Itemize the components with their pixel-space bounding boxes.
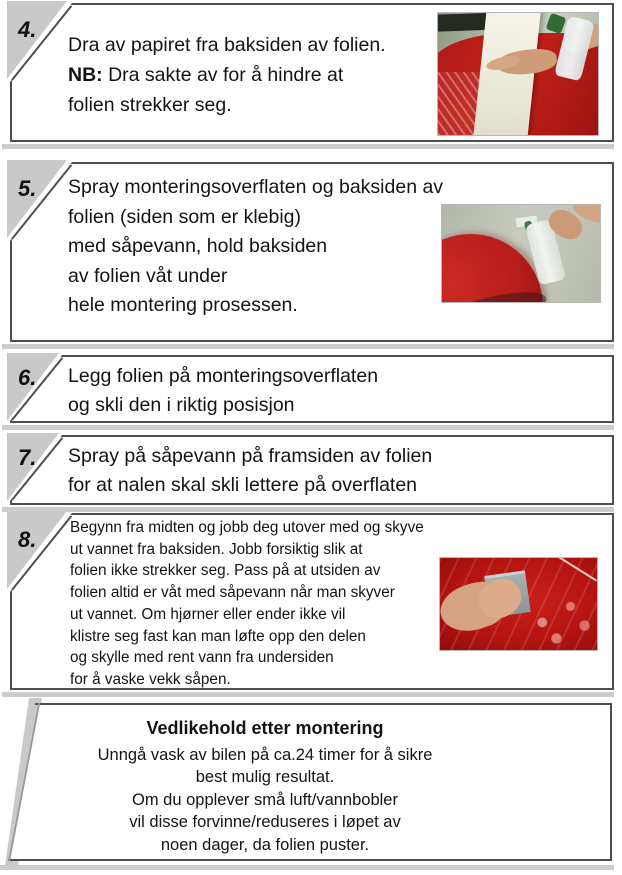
step-text xyxy=(68,30,386,120)
text-line: Spray på såpevann på framsiden av folien xyxy=(68,445,433,467)
step-number: 7. xyxy=(18,445,37,470)
step-photo-squeegee xyxy=(440,558,597,650)
box-shadow-strip xyxy=(2,507,614,512)
step-box-5 xyxy=(10,162,614,342)
text-line: Om du opplever små luft/vannbobler xyxy=(132,790,398,809)
text-line: og skli den i riktig posisjon xyxy=(68,393,295,416)
text-line: folien strekker seg. xyxy=(68,94,232,116)
text-line: for at nalen skal skli lettere på overflaten xyxy=(68,473,418,496)
text-line: folien (siden som er klebig) xyxy=(68,205,302,228)
text-line: noen dager, da folien puster. xyxy=(160,835,370,854)
box-shadow-strip xyxy=(2,144,614,149)
text-line: og skylle med rent vann fra undersiden xyxy=(70,649,334,667)
step-box-8 xyxy=(10,513,614,690)
text-line: Spray monteringsoverflaten og baksiden av xyxy=(68,176,444,198)
text-line: med såpevann, hold baksiden xyxy=(68,235,328,257)
step-photo-peeling-backing-paper xyxy=(438,13,598,135)
step-text xyxy=(68,362,378,419)
text-line: folien altid er våt med såpevann når man skyver xyxy=(70,584,395,602)
box-shadow-strip xyxy=(2,425,614,430)
text-line: Legg folien på monteringsoverflaten xyxy=(68,365,379,387)
text-line: folien ikke strekker seg. Pass på at utsiden av xyxy=(70,562,381,580)
maintenance-box xyxy=(8,703,612,861)
text-line xyxy=(68,60,386,90)
box-shadow-strip xyxy=(2,692,614,697)
step-photo-spray-bottle xyxy=(442,205,600,302)
text-line: ut vannet fra baksiden. Jobb forsiktig slik at xyxy=(70,540,363,558)
text-line: for å vaske vekk såpen. xyxy=(70,670,231,688)
step-box-7 xyxy=(10,435,614,505)
step-text xyxy=(68,442,432,499)
step-number: 6. xyxy=(18,365,37,390)
step-number: 5. xyxy=(18,176,37,201)
text-segment: Dra sakte av for å hindre at xyxy=(108,64,344,86)
step-number: 8. xyxy=(18,527,37,552)
text-line: best mulig resultat. xyxy=(195,768,335,787)
step-text xyxy=(68,173,443,321)
step-box-6 xyxy=(10,355,614,423)
step-number: 4. xyxy=(18,17,37,42)
text-line: Begynn fra midten og jobb deg utover med og skyve xyxy=(70,519,424,536)
text-line: klistre seg fast kan man løfte opp den delen xyxy=(70,627,366,645)
text-line: ut vannet. Om hjørner eller ender ikke vil xyxy=(70,605,346,623)
text-line: hele montering prosessen. xyxy=(68,294,298,316)
step-text xyxy=(70,517,424,691)
text-line: av folien våt under xyxy=(68,264,228,287)
text-line: Dra av papiret fra baksiden av folien. xyxy=(68,34,386,56)
box-shadow-strip xyxy=(0,865,614,870)
maintenance-text xyxy=(38,716,492,856)
nb-label: NB: xyxy=(68,64,103,86)
box-shadow-strip xyxy=(2,344,614,349)
text-line: Unngå vask av bilen på ca.24 timer for å sikre xyxy=(97,746,433,764)
step-box-4 xyxy=(10,3,614,142)
text-line: vil disse forvinne/reduseres i løpet av xyxy=(129,813,401,832)
maintenance-title: Vedlikehold etter montering xyxy=(146,718,384,738)
